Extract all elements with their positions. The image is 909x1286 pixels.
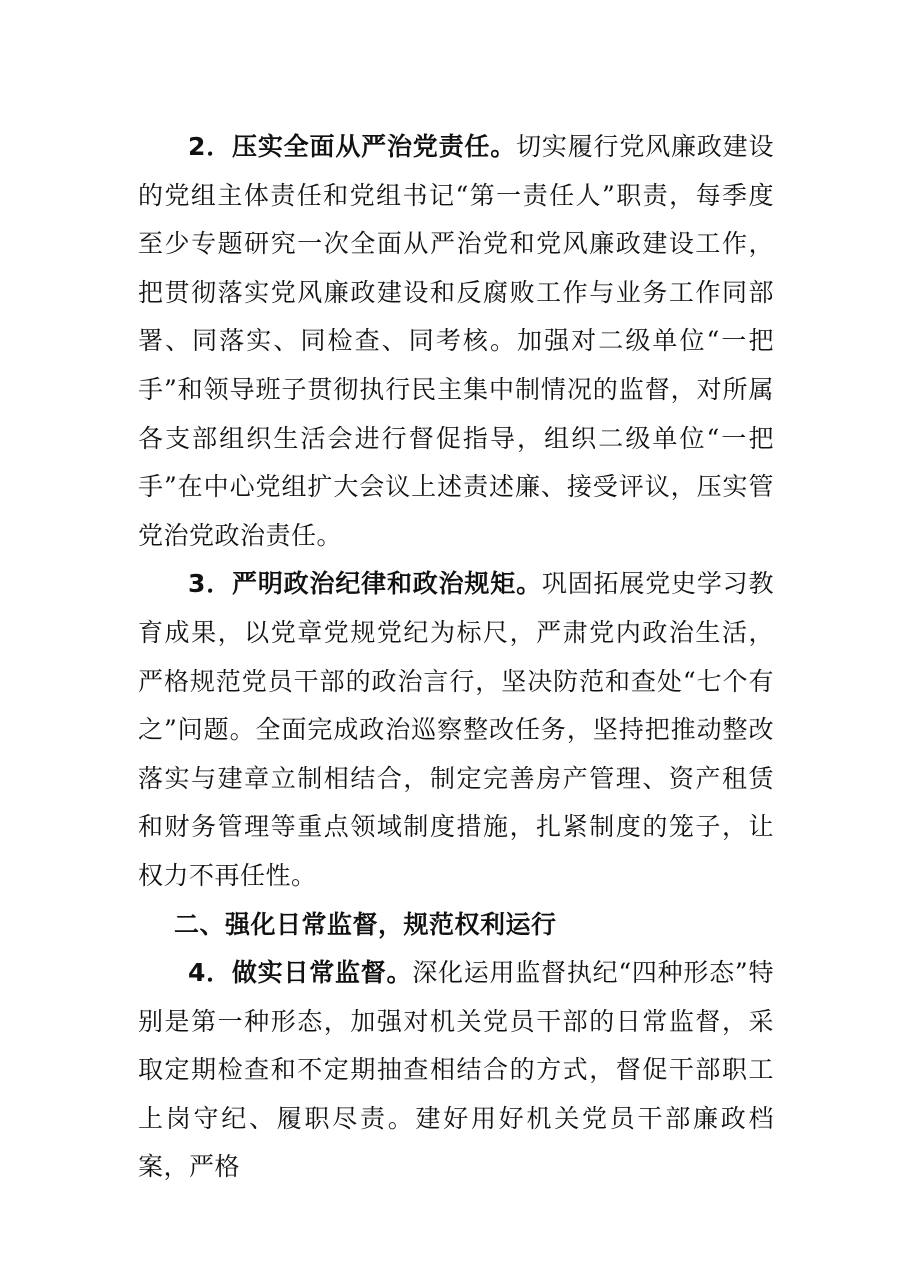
paragraph-4-lead: 4．做实日常监督。 <box>188 958 413 988</box>
paragraph-2-text: 切实履行党风廉政建设的党组主体责任和党组书记“第一责任人”职责，每季度至少专题研究一次全面从严治党和党风廉政建设工作，把贯彻落实党风廉政建设和反腐败工作与业务工作同部署、同落实、同检查、同考核。加强对二级单位“一把手”和领导班子贯彻执行民主集中制情况的监督，对所属各支部组织生活会进行督促指导，组织二级单位“一把手”在中心党组扩大会议上述责述廉、接受评议，压实管党治党政治责任。 <box>138 132 774 550</box>
document-body <box>138 123 774 1192</box>
paragraph-4-text: 深化运用监督执纪“四种形态”特别是第一种形态，加强对机关党员干部的日常监督，采取定期检查和不定期抽查相结合的方式，督促干部职工上岗守纪、履职尽责。建好用好机关党员干部廉政档案，严格 <box>138 958 774 1182</box>
paragraph-2 <box>138 123 774 560</box>
paragraph-2-lead: 2．压实全面从严治党责任。 <box>188 132 517 161</box>
paragraph-4 <box>138 949 774 1192</box>
paragraph-3-text: 巩固拓展党史学习教育成果，以党章党规党纪为标尺，严肃党内政治生活，严格规范党员干部的政治言行，坚决防范和查处“七个有之”问题。全面完成政治巡察整改任务，坚持把推动整改落实与建章立制相结合，制定完善房产管理、资产租赁和财务管理等重点领域制度措施，扎紧制度的笼子，让权力不再任性。 <box>138 569 774 890</box>
paragraph-3-lead: 3．严明政治纪律和政治规矩。 <box>188 569 542 599</box>
paragraph-3 <box>138 560 774 900</box>
section-heading: 二、强化日常监督，规范权利运行 <box>174 909 557 939</box>
